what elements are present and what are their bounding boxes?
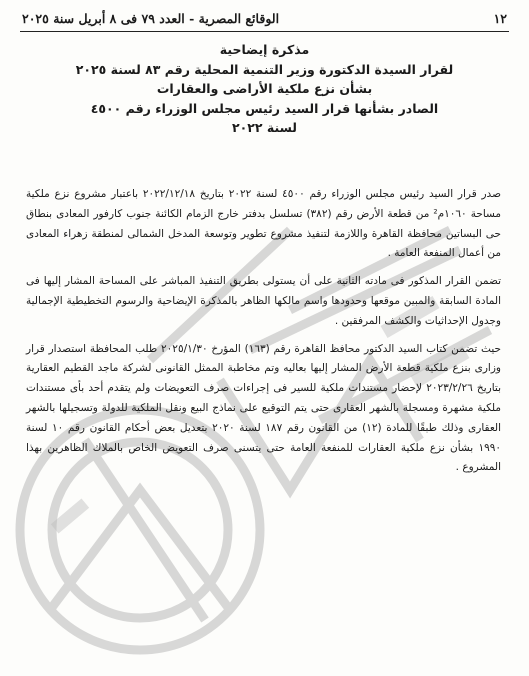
paragraph-1: صدر قرار السيد رئيس مجلس الوزراء رقم ٤٥٠٠ لسنة ٢٠٢٢ بتاريخ ٢٠٢٢/١٢/١٨ باعتبار مشروع نزع ملكية مساحة ١٠٦٠م² من قطعة الأرض رقم (٣٨٢) تسلسل بدفتر خارج الزمام الكائنة جنوب كارفور المعادى بنطاق حى البساتين محافظة القاهرة واللازمة لتنفيذ مشروع تطوير وتوسعة المدخل الشمالى لمنطقة زهراء المعادى من أعمال المنفعة العامة . bbox=[26, 188, 502, 260]
memo-heading-line-2: بشأن نزع ملكية الأراضى والعقارات bbox=[156, 81, 373, 97]
paragraph-2: تضمن القرار المذكور فى مادته الثانية على أن يستولى بطريق التنفيذ المباشر على المساحة المشار إليها فى المادة السابقة والمبين موقعها وحدودها واسم مالكها الظاهر بالمذكرة الإيضاحية والرسوم التخطيطية الإجمالية وجدول الإحداثيات والكشف المرفقين . bbox=[26, 275, 501, 327]
memo-heading-line-1: لقرار السيدة الدكتورة وزير التنمية المحلية رقم ٨٣ لسنة ٢٠٢٥ bbox=[75, 61, 454, 77]
memo-heading-line-4: لسنة ٢٠٢٢ bbox=[232, 120, 297, 136]
header-divider bbox=[20, 31, 509, 32]
page-header bbox=[22, 6, 507, 30]
memo-body bbox=[26, 185, 501, 486]
memo-title: مذكرة إيضاحية bbox=[219, 42, 310, 57]
paragraph-3: حيث تضمن كتاب السيد الدكتور محافظ القاهرة رقم (١٦٣) المؤرخ ٢٠٢٥/١/٣٠ طلب المحافظة استصدار قرار وزارى بنزع ملكية قطعة الأرض المشار إليها بعاليه وتم مخاطبة الممثل القانونى لشركة ماجد القطيم العقارية بتاريخ ٢٠٢٣/٢/٢٦ لإحضار مستندات ملكية للسير فى إجراءات صرف التعويضات ولم يتقدم أحد بأى مستندات ملكية مشهرة ومسجلة بالشهر العقارى حتى يتم التوقيع على نماذج البيع ونقل الملكية للدولة وتسجيلها بالشهر العقارى وذلك طبقًا للمادة (١٢) من القانون رقم ١٨٧ لسنة ٢٠٢٠ بتعديل بعض أحكام القانون رقم ١٠ لسنة ١٩٩٠ بشأن نزع ملكية العقارات للمنفعة العامة حتى يتسنى صرف التعويض الخاص بالملاك الظاهرين بهذا المشروع . bbox=[26, 342, 502, 474]
page-number: ١٢ bbox=[493, 10, 507, 26]
memo-heading-line-3: الصادر بشأنها قرار السيد رئيس مجلس الوزراء رقم ٤٥٠٠ bbox=[90, 100, 439, 116]
publication-line: الوقائع المصرية - العدد ٧٩ فى ٨ أبريل سنة ٢٠٢٥ bbox=[22, 10, 280, 26]
memo-heading bbox=[40, 40, 489, 138]
